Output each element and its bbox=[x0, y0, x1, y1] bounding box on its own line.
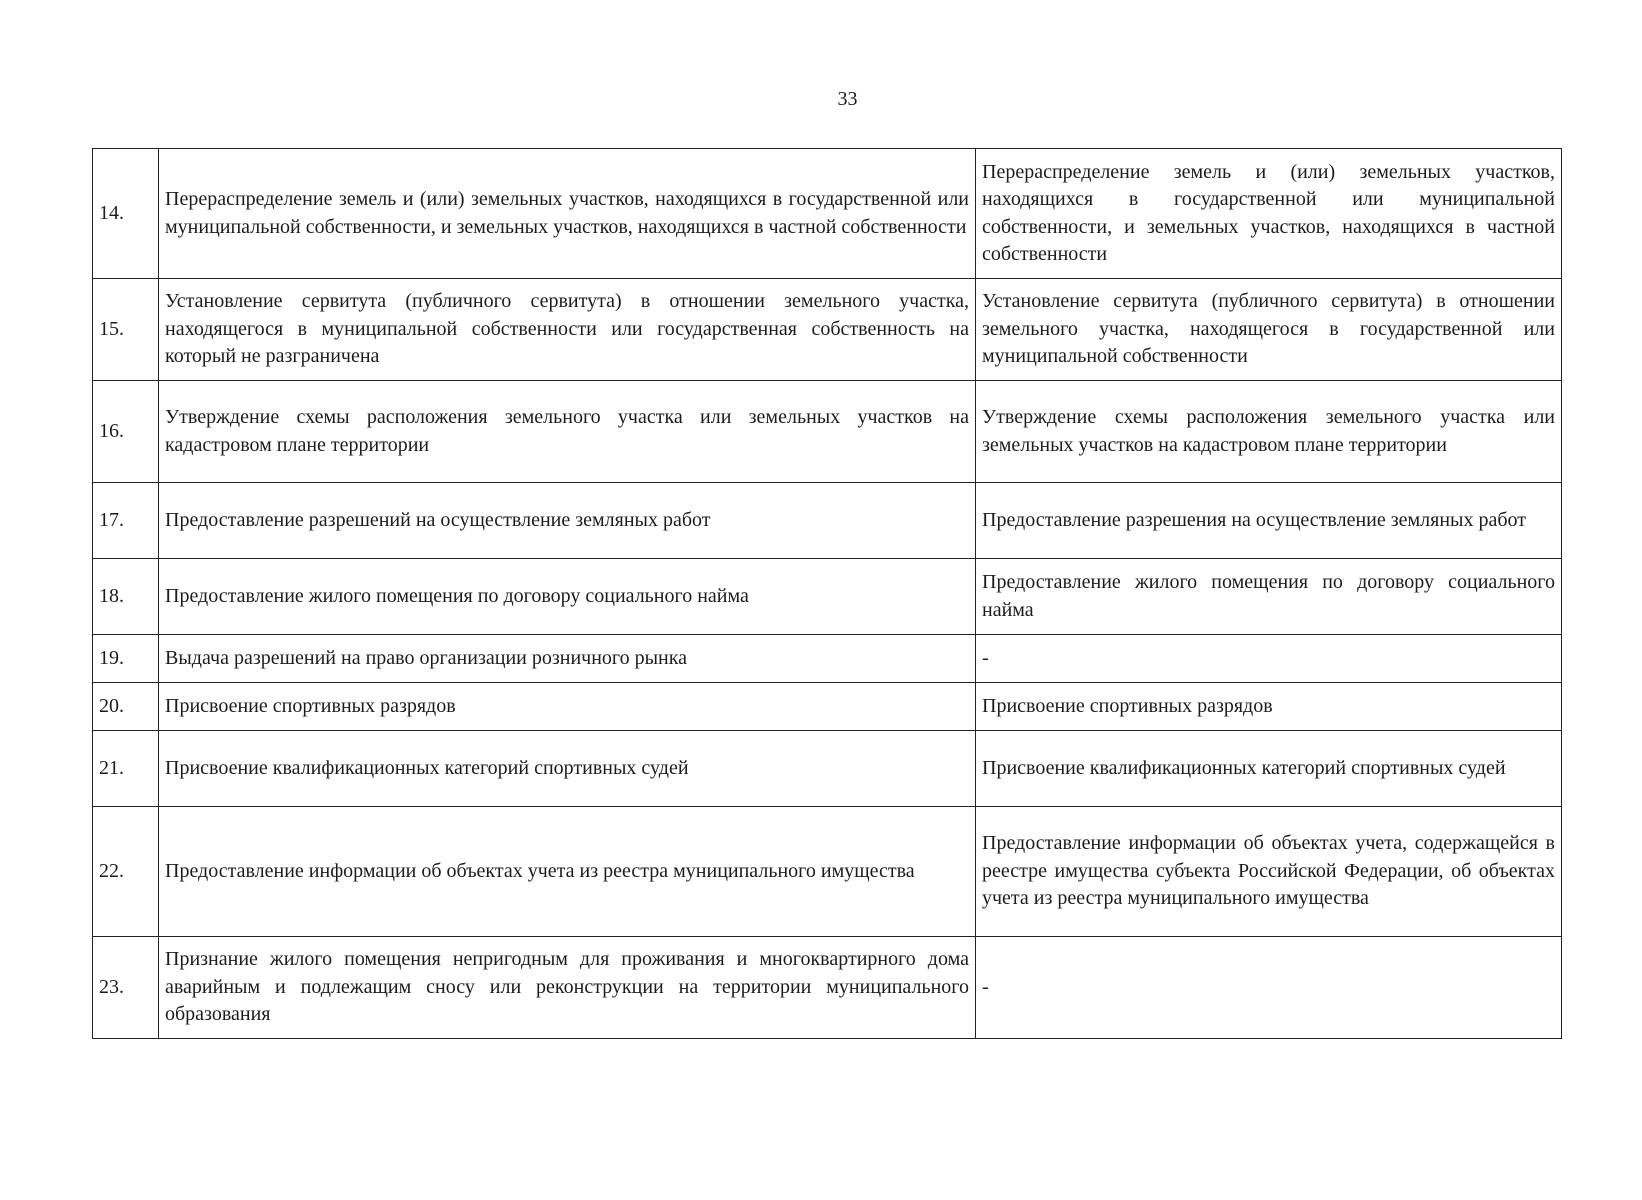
table-row bbox=[93, 937, 1562, 1039]
page-number: 33 bbox=[837, 88, 858, 110]
service-name: Предоставление жилого помещения по договору социального найма bbox=[159, 559, 976, 635]
service-name-regional: Предоставление разрешения на осуществление земляных работ bbox=[976, 483, 1562, 559]
service-name: Предоставление информации об объектах учета из реестра муниципального имущества bbox=[159, 807, 976, 937]
service-name: Предоставление разрешений на осуществление земляных работ bbox=[159, 483, 976, 559]
service-name-regional: - bbox=[976, 635, 1562, 683]
row-number: 23. bbox=[93, 937, 159, 1039]
service-name-regional: Перераспределение земель и (или) земельных участков, находящихся в государственной или муниципальной собственности, и земельных участков, находящихся в частной собственности bbox=[976, 149, 1562, 279]
services-table bbox=[92, 148, 1562, 1039]
service-name-regional: Присвоение квалификационных категорий спортивных судей bbox=[976, 731, 1562, 807]
service-name-regional: Предоставление жилого помещения по договору социального найма bbox=[976, 559, 1562, 635]
service-name: Признание жилого помещения непригодным для проживания и многоквартирного дома аварийным и подлежащим сносу или реконструкции на территории муниципального образования bbox=[159, 937, 976, 1039]
service-name: Утверждение схемы расположения земельного участка или земельных участков на кадастровом плане территории bbox=[159, 381, 976, 483]
table-row bbox=[93, 149, 1562, 279]
table-row bbox=[93, 483, 1562, 559]
table-row bbox=[93, 683, 1562, 731]
service-name: Перераспределение земель и (или) земельных участков, находящихся в государственной или муниципальной собственности, и земельных участков, находящихся в частной собственности bbox=[159, 149, 976, 279]
table-row bbox=[93, 731, 1562, 807]
service-name: Присвоение спортивных разрядов bbox=[159, 683, 976, 731]
service-name-regional: Утверждение схемы расположения земельного участка или земельных участков на кадастровом плане территории bbox=[976, 381, 1562, 483]
row-number: 21. bbox=[93, 731, 159, 807]
table-row bbox=[93, 381, 1562, 483]
service-name-regional: Установление сервитута (публичного сервитута) в отношении земельного участка, находящегося в государственной или муниципальной собственности bbox=[976, 279, 1562, 381]
row-number: 18. bbox=[93, 559, 159, 635]
service-name: Выдача разрешений на право организации розничного рынка bbox=[159, 635, 976, 683]
table-row bbox=[93, 635, 1562, 683]
table-row bbox=[93, 559, 1562, 635]
row-number: 22. bbox=[93, 807, 159, 937]
service-name-regional: - bbox=[976, 937, 1562, 1039]
service-name-regional: Присвоение спортивных разрядов bbox=[976, 683, 1562, 731]
row-number: 15. bbox=[93, 279, 159, 381]
service-name: Установление сервитута (публичного сервитута) в отношении земельного участка, находящегося в муниципальной собственности или государственная собственность на который не разграничена bbox=[159, 279, 976, 381]
row-number: 14. bbox=[93, 149, 159, 279]
row-number: 16. bbox=[93, 381, 159, 483]
row-number: 20. bbox=[93, 683, 159, 731]
service-name-regional: Предоставление информации об объектах учета, содержащейся в реестре имущества субъекта Российской Федерации, об объектах учета из реестра муниципального имущества bbox=[976, 807, 1562, 937]
table-row bbox=[93, 807, 1562, 937]
table-row bbox=[93, 279, 1562, 381]
row-number: 17. bbox=[93, 483, 159, 559]
service-name: Присвоение квалификационных категорий спортивных судей bbox=[159, 731, 976, 807]
row-number: 19. bbox=[93, 635, 159, 683]
